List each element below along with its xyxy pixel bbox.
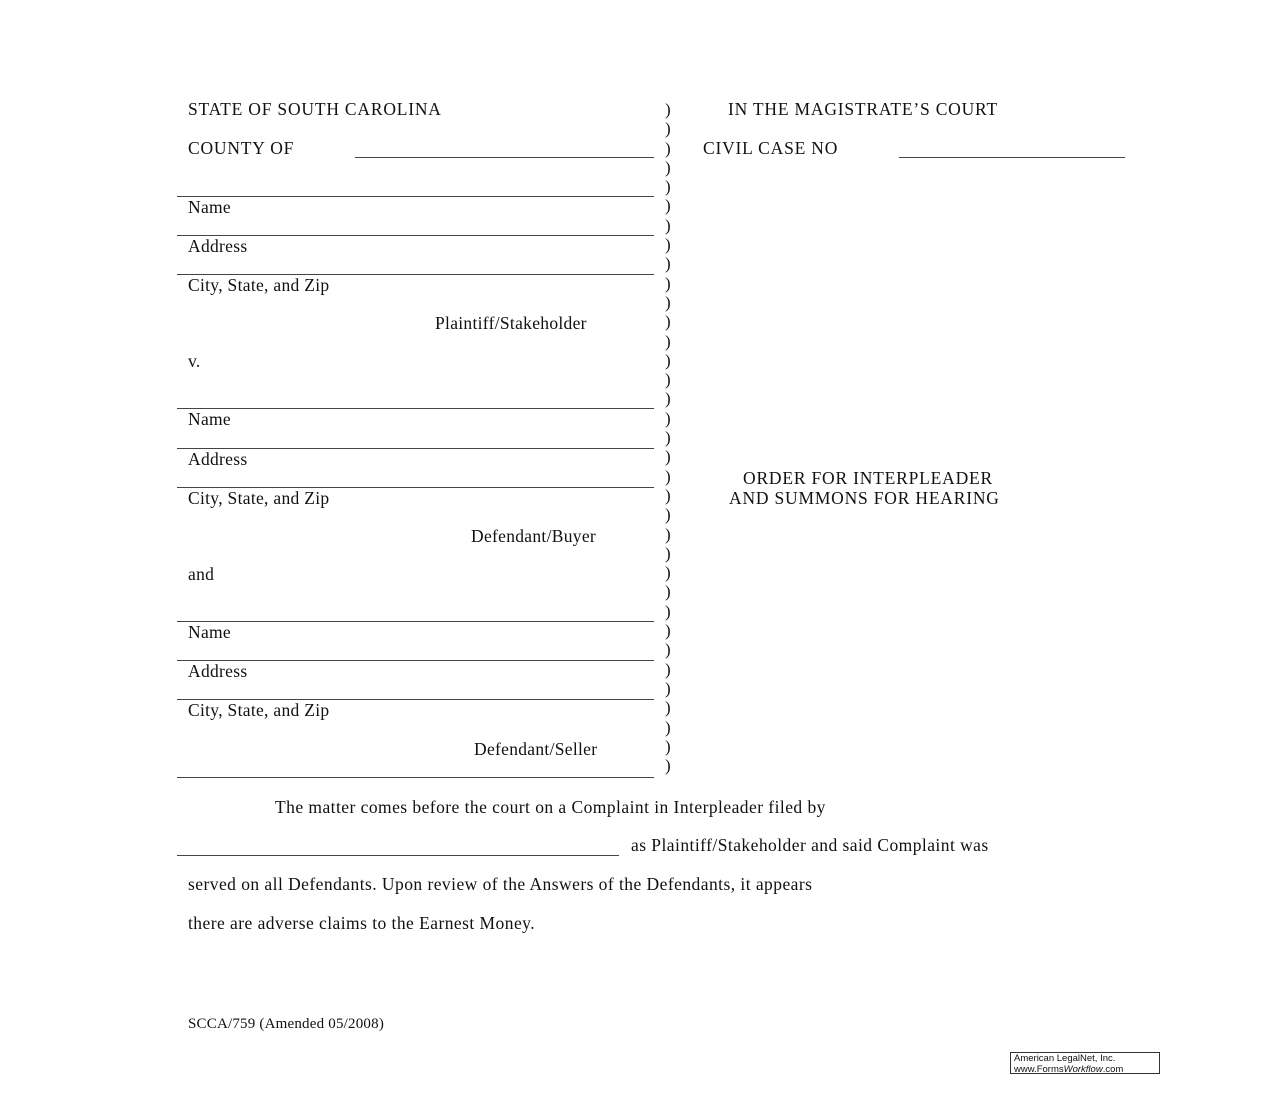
seller-role-label: Defendant/Seller bbox=[474, 739, 598, 759]
seller-name-field[interactable] bbox=[177, 621, 654, 622]
case-no-field[interactable] bbox=[899, 157, 1125, 158]
state-heading: STATE OF SOUTH CAROLINA bbox=[188, 99, 442, 119]
plaintiff-name-field[interactable] bbox=[177, 196, 654, 197]
and-label: and bbox=[188, 564, 215, 584]
county-label: COUNTY OF bbox=[188, 138, 295, 158]
seller-city-label: City, State, and Zip bbox=[188, 700, 330, 720]
buyer-address-field[interactable] bbox=[177, 448, 654, 449]
filed-by-field[interactable] bbox=[177, 855, 619, 856]
form-id: SCCA/759 (Amended 05/2008) bbox=[188, 1016, 385, 1032]
caption-paren-column: ) ) ) ) ) ) ) ) ) ) ) ) ) ) ) ) ) ) ) ) ) ) ) ) ) ) ) ) ) ) ) ) ) ) ) bbox=[665, 100, 671, 776]
plaintiff-address-field[interactable] bbox=[177, 235, 654, 236]
case-no-label: CIVIL CASE NO bbox=[703, 138, 839, 158]
plaintiff-address-label: Address bbox=[188, 236, 248, 256]
publisher-stamp bbox=[1010, 1052, 1160, 1074]
document-title-line1: ORDER FOR INTERPLEADER bbox=[743, 468, 993, 488]
seller-name-label: Name bbox=[188, 622, 231, 642]
court-heading: IN THE MAGISTRATE’S COURT bbox=[728, 99, 998, 119]
seller-address-label: Address bbox=[188, 661, 248, 681]
buyer-name-label: Name bbox=[188, 409, 231, 429]
versus-label: v. bbox=[188, 351, 201, 371]
buyer-city-label: City, State, and Zip bbox=[188, 488, 330, 508]
plaintiff-role-label: Plaintiff/Stakeholder bbox=[435, 313, 587, 333]
document-title-line2: AND SUMMONS FOR HEARING bbox=[729, 488, 1000, 508]
seller-address-field[interactable] bbox=[177, 660, 654, 661]
buyer-role-label: Defendant/Buyer bbox=[471, 526, 597, 546]
county-field[interactable] bbox=[355, 157, 654, 158]
caption-bottom-rule bbox=[177, 777, 654, 778]
buyer-address-label: Address bbox=[188, 449, 248, 469]
body-line-2: as Plaintiff/Stakeholder and said Complaint was bbox=[631, 835, 989, 855]
body-line-3: served on all Defendants. Upon review of the Answers of the Defendants, it appears bbox=[188, 874, 813, 894]
plaintiff-name-label: Name bbox=[188, 197, 231, 217]
publisher-name: American LegalNet, Inc. bbox=[1014, 1053, 1116, 1064]
body-line-4: there are adverse claims to the Earnest Money. bbox=[188, 913, 536, 933]
body-line-1: The matter comes before the court on a Complaint in Interpleader filed by bbox=[275, 797, 826, 817]
plaintiff-city-label: City, State, and Zip bbox=[188, 275, 330, 295]
buyer-name-field[interactable] bbox=[177, 408, 654, 409]
publisher-url: www.FormsWorkflow.com bbox=[1014, 1063, 1124, 1075]
